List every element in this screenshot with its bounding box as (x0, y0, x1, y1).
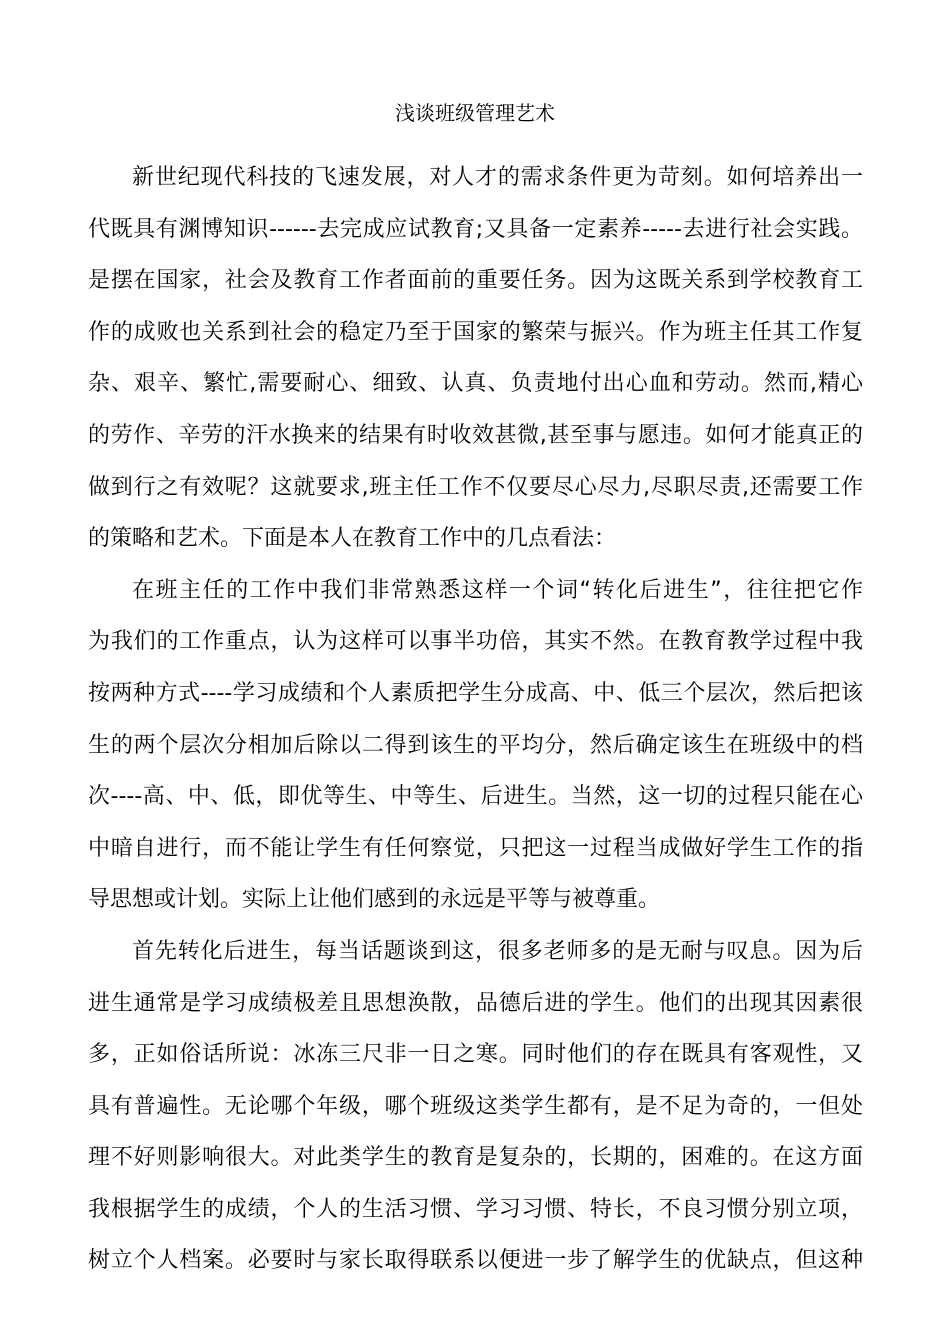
document-title: 浅谈班级管理艺术 (395, 101, 555, 125)
paragraph-3-line-5: 理不好则影响很大。对此类学生的教育是复杂的，长期的，困难的。在这方面 (88, 1145, 863, 1171)
paragraph-2-line-1: 在班主任的工作中我们非常熟悉这样一个词“转化后进生”，往往把它作 (132, 577, 863, 603)
paragraph-1-line-1: 新世纪现代科技的飞速发展，对人才的需求条件更为苛刻。如何培养出一 (132, 165, 863, 190)
paragraph-2-line-3: 按两种方式----学习成绩和个人素质把学生分成高、中、低三个层次，然后把该 (88, 680, 863, 706)
paragraph-1-line-3: 是摆在国家，社会及教育工作者面前的重要任务。因为这既关系到学校教育工 (88, 268, 863, 294)
paragraph-3-line-2: 进生通常是学习成绩极差且思想涣散，品德后进的学生。他们的出现其因素很 (88, 990, 863, 1016)
paragraph-2-line-4: 生的两个层次分相加后除以二得到该生的平均分，然后确定该生在班级中的档 (88, 732, 863, 758)
paragraph-1-line-7: 做到行之有效呢？这就要求,班主任工作不仅要尽心尽力,尽职尽责,还需要工作 (88, 474, 863, 500)
paragraph-3-line-1: 首先转化后进生，每当话题谈到这，很多老师多的是无耐与叹息。因为后 (132, 938, 863, 964)
paragraph-3-line-7: 树立个人档案。必要时与家长取得联系以便进一步了解学生的优缺点，但这种 (88, 1248, 863, 1274)
paragraph-1-line-5: 杂、艰辛、繁忙,需要耐心、细致、认真、负责地付出心血和劳动。然而,精心 (88, 371, 863, 397)
paragraph-2-line-7: 导思想或计划。实际上让他们感到的永远是平等与被尊重。 (88, 887, 661, 913)
paragraph-3-line-6: 我根据学生的成绩，个人的生活习惯、学习习惯、特长，不良习惯分别立项， (88, 1196, 863, 1222)
document-body (88, 152, 863, 1287)
paragraph-2-line-5: 次----高、中、低，即优等生、中等生、后进生。当然，这一切的过程只能在心 (88, 784, 863, 810)
paragraph-3-line-4: 具有普遍性。无论哪个年级，哪个班级这类学生都有，是不足为奇的，一但处 (88, 1093, 863, 1119)
paragraph-2-line-6: 中暗自进行，而不能让学生有任何察觉，只把这一过程当成做好学生工作的指 (88, 835, 863, 861)
paragraph-1-line-4: 作的成败也关系到社会的稳定乃至于国家的繁荣与振兴。作为班主任其工作复 (88, 319, 863, 345)
paragraph-1-line-8: 的策略和艺术。下面是本人在教育工作中的几点看法： (88, 526, 617, 552)
paragraph-1-line-2: 代既具有渊博知识------去完成应试教育;又具备一定素养-----去进行社会实践。 (88, 216, 863, 242)
paragraph-1-line-6: 的劳作、辛劳的汗水换来的结果有时收效甚微,甚至事与愿违。如何才能真正的 (88, 422, 863, 448)
paragraph-3-line-3: 多，正如俗话所说：冰冻三尺非一日之寒。同时他们的存在既具有客观性，又 (88, 1042, 863, 1068)
paragraph-2-line-2: 为我们的工作重点，认为这样可以事半功倍，其实不然。在教育教学过程中我 (88, 629, 863, 655)
